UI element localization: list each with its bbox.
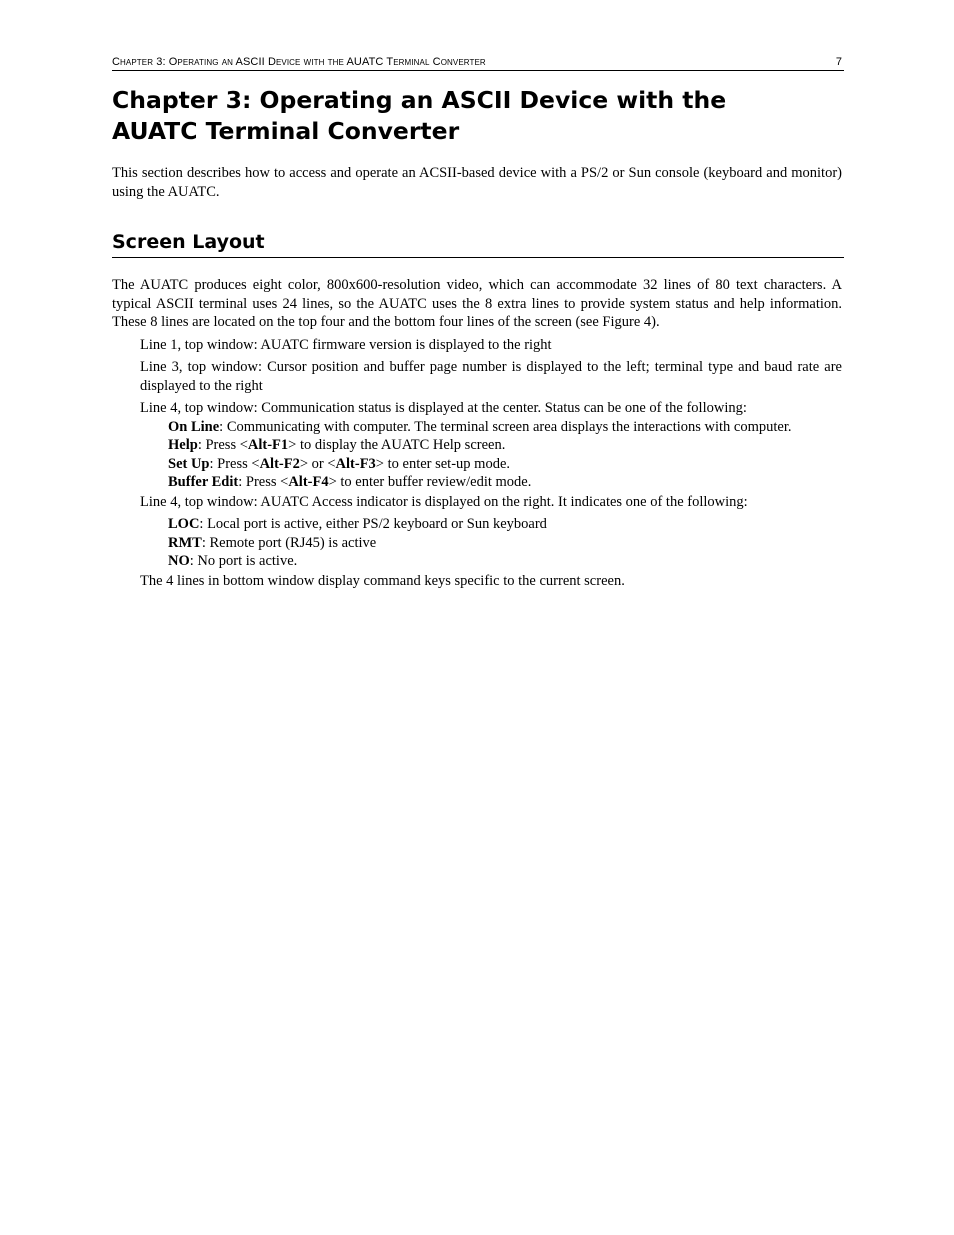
access-item-rmt: RMT: Remote port (RJ45) is active — [168, 534, 377, 551]
line1-description: Line 1, top window: AUATC firmware version is displayed to the right — [140, 336, 552, 353]
status-item-buffer-edit: Buffer Edit: Press <Alt-F4> to enter buffer review/edit mode. — [168, 474, 532, 490]
line4-access-description: Line 4, top window: AUATC Access indicator is displayed on the right. It indicates one of the following: — [140, 493, 748, 510]
screen-layout-paragraph: The AUATC produces eight color, 800x600-resolution video, which can accommodate 32 lines of 80 text characters. A typical ASCII terminal uses 24 lines, so the AUATC uses the 8 extra lines to provide system status and help information. These 8 lines are located on the top four and the bottom four lines of the screen (see Figure 4). — [112, 277, 842, 330]
status-item-online: On Line: Communicating with computer. The terminal screen area displays the interactions with computer. — [168, 418, 792, 435]
line3-description: Line 3, top window: Cursor position and buffer page number is displayed to the left; terminal type and baud rate are displayed to the right — [140, 359, 842, 394]
page-number: 7 — [835, 56, 842, 68]
running-header-title: Chapter 3: Operating an ASCII Device with the AUATC Terminal Converter — [112, 56, 486, 68]
section-title: Screen Layout — [112, 229, 844, 258]
status-item-help: Help: Press <Alt-F1> to display the AUATC Help screen. — [168, 437, 506, 453]
running-header — [112, 55, 844, 71]
line4-status-description: Line 4, top window: Communication status is displayed at the center. Status can be one of the following: — [140, 400, 747, 416]
chapter-title — [112, 85, 844, 147]
section-body — [112, 276, 842, 594]
chapter-title-line-1: Chapter 3: Operating an ASCII Device with the — [112, 86, 727, 114]
access-item-loc: LOC: Local port is active, either PS/2 keyboard or Sun keyboard — [168, 516, 547, 532]
chapter-title-line-2: AUATC Terminal Converter — [112, 117, 460, 145]
status-item-setup: Set Up: Press <Alt-F2> or <Alt-F3> to enter set-up mode. — [168, 455, 511, 472]
intro-paragraph: This section describes how to access and operate an ACSII-based device with a PS/2 or Sun console (keyboard and monitor) using the AUATC. — [112, 165, 842, 200]
access-item-no: NO: No port is active. — [168, 553, 298, 569]
bottom-window-description: The 4 lines in bottom window display command keys specific to the current screen. — [140, 572, 625, 589]
